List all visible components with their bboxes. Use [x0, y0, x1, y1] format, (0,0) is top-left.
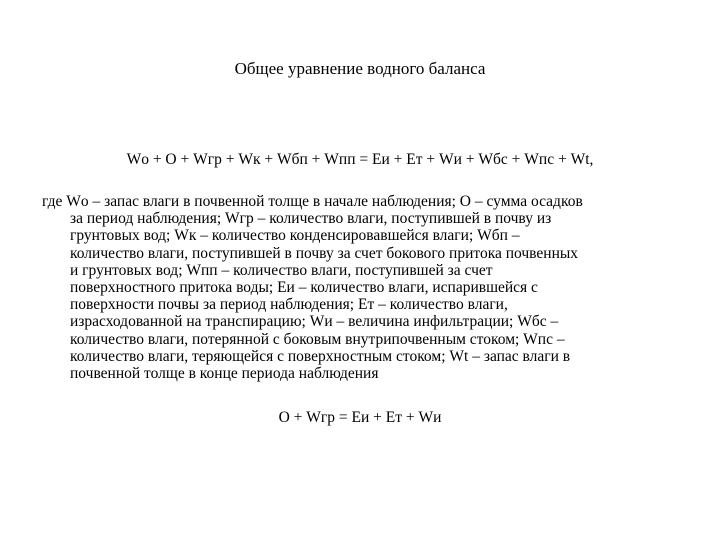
slide-title: Общее уравнение водного баланса — [234, 59, 486, 78]
description-line: грунтовых вод; Wк – количество конденсировавшейся влаги; Wбп – — [70, 227, 520, 245]
description-line: и грунтовых вод; Wпп – количество влаги, поступившей за счет — [70, 261, 493, 279]
description-line: израсходованной на транспирацию; Wи – величина инфильтрации; Wбс – — [70, 313, 559, 331]
description-line: где Wо – запас влаги в почвенной толще в начале наблюдения; О – сумма осадков — [42, 193, 583, 210]
description-line: почвенной толще в конце периода наблюдения — [70, 364, 379, 382]
description-line: количество влаги, теряющейся с поверхностным стоком; Wt – запас влаги в — [70, 347, 571, 365]
description-line: за период наблюдения; Wгр – количество влаги, поступившей в почву из — [70, 210, 552, 228]
equation-description — [42, 193, 682, 382]
water-balance-equation: Wо + О + Wгр + Wк + Wбп + Wпп = Еи + Ет + Wи + Wбс + Wпс + Wt, — [126, 151, 594, 168]
description-line: поверхностного притока воды; Еи – количество влаги, испарившейся с — [70, 278, 538, 296]
description-line: количество влаги, поступившей в почву за счет бокового притока почвенных — [70, 244, 579, 262]
simplified-equation: О + Wгр = Еи + Ет + Wи — [278, 409, 442, 426]
description-line: количество влаги, потерянной с боковым внутрипочвенным стоком; Wпс – — [70, 330, 565, 348]
description-line: поверхности почвы за период наблюдения; Ет – количество влаги, — [70, 296, 508, 314]
